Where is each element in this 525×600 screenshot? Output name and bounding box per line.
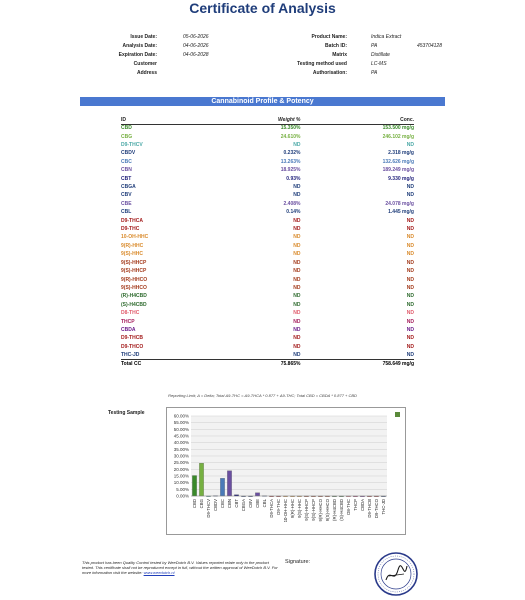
table-header-row <box>121 116 414 124</box>
cell-weight: ND <box>293 276 301 283</box>
legend-marker <box>395 412 400 417</box>
x-tick-label: 9(R)-HHCO <box>318 499 323 522</box>
reporting-note: Reporting Limit; Δ = Delta; Total Δ9-THC = Δ9-THCA * 0.877 + Δ9-THC; Total CBD = CBDA * 0.877 + CBD <box>168 393 357 398</box>
cell-weight: ND <box>293 184 301 191</box>
table-row <box>121 225 414 233</box>
x-tick-label: CBD <box>192 499 197 509</box>
cell-conc: 132.626 mg/g <box>382 158 414 165</box>
cell-id: D9-THCA <box>121 217 143 224</box>
page-title: Certificate of Analysis <box>189 0 336 16</box>
table-row <box>121 326 414 334</box>
section-title: Cannabinoid Profile & Potency <box>80 97 445 106</box>
table-row <box>121 267 414 275</box>
table-row <box>121 317 414 325</box>
cell-weight: ND <box>293 234 301 241</box>
x-tick-label: CBN <box>227 499 232 509</box>
y-tick-label: 35.00% <box>173 446 189 452</box>
table-row <box>121 292 414 300</box>
cell-conc: 2.318 mg/g <box>388 150 414 157</box>
info-label: Batch ID: <box>325 43 347 49</box>
cell-conc: ND <box>406 335 414 342</box>
info-label: Authorisation: <box>312 70 347 76</box>
info-value: Indica Extract <box>371 34 402 40</box>
cell-id: 9(S)-HHC <box>121 251 143 258</box>
bar-chart <box>167 408 407 536</box>
cell-weight: 24.610% <box>280 133 301 140</box>
table-row <box>121 158 414 166</box>
table-row <box>121 124 414 132</box>
cell-conc: ND <box>406 251 414 258</box>
y-tick-label: 5.00% <box>176 486 189 492</box>
table-row <box>121 275 414 283</box>
x-tick-label: 10-OH-HHC <box>283 499 288 523</box>
cell-id: 9(R)-HHC <box>121 242 144 249</box>
cell-conc: ND <box>406 242 414 249</box>
cell-id: (S)-H4CBD <box>121 301 147 308</box>
cell-weight: ND <box>293 259 301 266</box>
x-tick-label: D9-THCV <box>206 499 211 518</box>
info-value: 04-06-2028 <box>183 52 209 58</box>
total-conc: 758.649 mg/g <box>300 359 414 367</box>
cell-conc: ND <box>406 284 414 291</box>
table-row <box>121 174 414 182</box>
info-label: Matrix <box>332 52 347 58</box>
cell-id: D9-THCO <box>121 343 144 350</box>
y-tick-label: 55.00% <box>173 420 189 426</box>
x-tick-label: CBV <box>248 499 253 508</box>
cell-weight: ND <box>293 318 301 325</box>
x-tick-label: 9(R)-HHC <box>290 499 295 519</box>
cell-conc: ND <box>406 310 414 317</box>
y-tick-label: 40.00% <box>173 440 189 446</box>
cell-id: D8-THC <box>121 310 140 317</box>
cell-weight: ND <box>293 310 301 317</box>
x-tick-label: D9-THCB <box>367 499 372 518</box>
cell-id: CBE <box>121 200 132 207</box>
cell-conc: 153.500 mg/g <box>382 125 414 132</box>
y-tick-label: 30.00% <box>173 453 189 459</box>
y-tick-label: 0.00% <box>176 493 189 499</box>
cell-conc: ND <box>406 268 414 275</box>
cell-id: CBD <box>121 125 132 132</box>
cell-id: CBV <box>121 192 132 199</box>
cell-weight: 0.232% <box>283 150 301 157</box>
bar <box>220 478 224 496</box>
cell-id: CBT <box>121 175 132 182</box>
info-right <box>0 33 525 78</box>
website-link[interactable]: www.weedutch.nl <box>143 570 175 575</box>
bar <box>192 476 196 496</box>
bar <box>255 493 259 496</box>
cell-weight: 0.14% <box>286 209 301 216</box>
cell-conc: ND <box>406 259 414 266</box>
table-row <box>121 301 414 309</box>
info-label: Issue Date: <box>130 34 157 40</box>
cell-conc: ND <box>406 184 414 191</box>
x-tick-label: CBE <box>255 499 260 508</box>
table-row <box>121 250 414 258</box>
cell-id: 10-OH-HHC <box>121 234 149 241</box>
cell-conc: ND <box>406 293 414 300</box>
y-tick-label: 45.00% <box>173 433 189 439</box>
cell-conc: 189.249 mg/g <box>382 167 414 174</box>
cell-conc: ND <box>406 142 414 149</box>
cell-id: CBN <box>121 167 132 174</box>
testing-sample-label: Testing Sample <box>108 410 145 416</box>
cell-id: 9(S)-HHCO <box>121 284 147 291</box>
cell-id: CBDA <box>121 326 136 333</box>
x-tick-label: D9-THCO <box>374 499 379 519</box>
cell-id: 9(R)-HHCO <box>121 276 148 283</box>
cell-conc: ND <box>406 343 414 350</box>
cell-weight: ND <box>293 293 301 300</box>
y-tick-label: 20.00% <box>173 466 189 472</box>
info-value: PA <box>371 70 378 76</box>
x-tick-label: 9(S)-HHCP <box>304 499 309 521</box>
y-tick-label: 15.00% <box>173 473 189 479</box>
cell-weight: ND <box>293 343 301 350</box>
cell-weight: 2.408% <box>283 200 301 207</box>
info-label: Product Name: <box>311 34 347 40</box>
cell-conc: 24.078 mg/g <box>385 200 414 207</box>
cell-weight: ND <box>293 251 301 258</box>
table-row <box>121 141 414 149</box>
x-tick-label: 9(S)-HHCP <box>311 499 316 521</box>
cell-weight: ND <box>293 192 301 199</box>
cell-id: CBGA <box>121 184 136 191</box>
cell-conc: ND <box>406 276 414 283</box>
cell-id: D9-THC <box>121 226 140 233</box>
cell-id: 9(S)-HHCP <box>121 268 147 275</box>
info-label: Testing method used <box>297 61 347 67</box>
table-row <box>121 208 414 216</box>
cell-id: (R)-H4CBD <box>121 293 147 300</box>
x-tick-label: D9-THC <box>276 499 281 515</box>
cell-conc: ND <box>406 217 414 224</box>
cell-weight: 13.263% <box>280 158 301 165</box>
cell-conc: ND <box>406 192 414 199</box>
x-tick-label: (R)-H4CBD <box>332 499 337 521</box>
table-row <box>121 309 414 317</box>
x-tick-label: 9(S)-HHC <box>297 499 302 518</box>
table-row <box>121 200 414 208</box>
certification-stamp <box>374 552 418 596</box>
info-value: LC-MS <box>371 61 387 67</box>
x-tick-label: CBDA <box>360 499 365 511</box>
cell-weight: 18.925% <box>280 167 301 174</box>
total-weight: 75.865% <box>219 359 300 367</box>
table-row <box>121 132 414 140</box>
x-tick-label: CBG <box>199 499 204 509</box>
table-row <box>121 149 414 157</box>
total-row <box>121 359 414 367</box>
cell-id: THCP <box>121 318 135 325</box>
cell-weight: ND <box>293 217 301 224</box>
signature-label: Signature: <box>285 559 311 565</box>
x-tick-label: CBDV <box>213 499 218 511</box>
cell-conc: ND <box>406 226 414 233</box>
info-value: 05-06-2026 <box>183 34 209 40</box>
cell-conc: 9.330 mg/g <box>388 175 414 182</box>
cell-weight: ND <box>293 242 301 249</box>
cell-id: CBDV <box>121 150 136 157</box>
info-label: Expiration Date: <box>118 52 157 58</box>
column-header-weight: Weight % <box>219 116 300 124</box>
cell-conc: 246.102 mg/g <box>382 133 414 140</box>
info-label: Address <box>136 70 157 76</box>
table-row <box>121 216 414 224</box>
cell-weight: 15.350% <box>280 125 301 132</box>
cell-weight: ND <box>293 226 301 233</box>
cell-weight: ND <box>293 142 301 149</box>
info-extra: 453704128 <box>416 43 442 49</box>
cell-id: THC-JD <box>121 351 140 358</box>
column-header-id: ID <box>121 116 219 124</box>
info-value: PA <box>371 43 378 49</box>
x-tick-label: THCP <box>353 499 358 511</box>
table-row <box>121 183 414 191</box>
cell-id: D9-THCB <box>121 335 143 342</box>
bar <box>227 471 231 496</box>
table-row <box>121 191 414 199</box>
cell-id: 9(S)-HHCP <box>121 259 147 266</box>
column-header-conc: Conc. <box>300 116 414 124</box>
x-tick-label: CBC <box>220 499 225 509</box>
y-tick-label: 60.00% <box>173 413 189 419</box>
cell-conc: ND <box>406 301 414 308</box>
cell-conc: ND <box>406 318 414 325</box>
info-label: Customer <box>133 61 157 67</box>
footer-text: This product has been Quality Control tested by WeeDutch B.V. Values reported relate only to the product tested. This certificate shall not be reproduced except in full, without the written approval of WeeDutch B.V. For more information visit the website: <box>82 560 278 575</box>
x-tick-label: CBL <box>262 499 267 508</box>
cell-weight: ND <box>293 326 301 333</box>
cell-weight: ND <box>293 268 301 275</box>
cell-id: D9-THCV <box>121 142 143 149</box>
info-value: Distillate <box>371 52 390 58</box>
y-tick-label: 50.00% <box>173 426 189 432</box>
cell-id: CBG <box>121 133 133 140</box>
cell-weight: ND <box>293 284 301 291</box>
table-row <box>121 284 414 292</box>
cell-weight: ND <box>293 301 301 308</box>
table-row <box>121 166 414 174</box>
table-row <box>121 259 414 267</box>
bar <box>199 463 203 496</box>
cell-weight: ND <box>293 351 301 358</box>
x-tick-label: CBGA <box>241 499 246 512</box>
y-tick-label: 25.00% <box>173 460 189 466</box>
x-tick-label: THC-JD <box>381 499 386 515</box>
table-row <box>121 242 414 250</box>
info-label: Analysis Date: <box>122 43 157 49</box>
cell-id: CBC <box>121 158 132 165</box>
x-tick-label: D9-THCA <box>269 499 274 518</box>
y-tick-label: 10.00% <box>173 480 189 486</box>
cell-conc: ND <box>406 351 414 358</box>
table-row <box>121 334 414 342</box>
info-value: 04-06-2026 <box>183 43 209 49</box>
cell-conc: ND <box>406 234 414 241</box>
cell-weight: ND <box>293 335 301 342</box>
total-label: Total CC <box>121 359 219 367</box>
cell-conc: ND <box>406 326 414 333</box>
table-row <box>121 343 414 351</box>
chart-container <box>166 407 406 535</box>
x-tick-label: D8-THC <box>346 499 351 515</box>
table-row <box>121 351 414 359</box>
cell-weight: 0.93% <box>286 175 301 182</box>
table-row <box>121 233 414 241</box>
cell-conc: 1.445 mg/g <box>388 209 414 216</box>
footer-disclaimer <box>82 560 282 575</box>
x-tick-label: (S)-H4CBD <box>339 499 344 521</box>
x-tick-label: CBT <box>234 499 239 508</box>
cell-id: CBL <box>121 209 132 216</box>
x-tick-label: 9(S)-HHCO <box>325 499 330 522</box>
cannabinoid-table <box>121 116 414 368</box>
